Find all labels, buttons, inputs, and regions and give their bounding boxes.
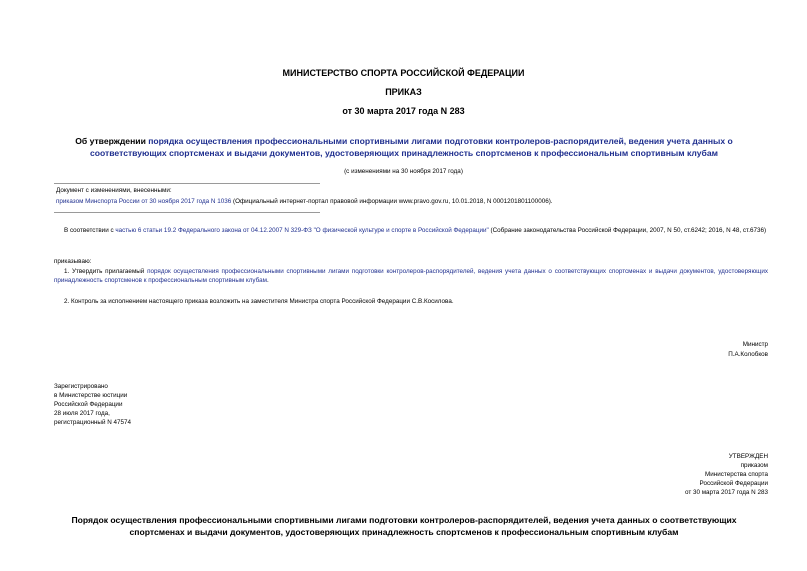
item1-procedure-link[interactable]: порядок осуществления профессиональными спортивными лигами подготовки контролеров-распорядителей, ведения учета данных о соответствующих спортсменах и выдачи документов, удостоверяющих принадлежность спортсменов к профессиональным спортивным клубам	[54, 268, 769, 284]
item1-suffix: .	[266, 277, 269, 284]
annex-title: Порядок осуществления профессиональными спортивными лигами подготовки контролеров-распорядителей, ведения учета данных о соответствующих спортсменах и выдачи документов, удостоверяющих принадлежность спортсменов к профессиональным спортивным клубам	[71, 515, 737, 537]
title-prefix: Об утверждении	[75, 136, 149, 146]
preamble-paragraph	[54, 226, 768, 235]
registration-line-3: Российской Федерации	[54, 401, 123, 408]
approval-line-2: приказом	[740, 462, 768, 469]
changes-body	[56, 197, 776, 206]
approval-line-3: Министерства спорта	[704, 471, 768, 478]
signature-name: П.А.Колобков	[728, 351, 768, 358]
changes-top-rule	[54, 183, 320, 184]
ministry-heading: МИНИСТЕРСТВО СПОРТА РОССИЙСКОЙ ФЕДЕРАЦИИ	[282, 68, 525, 78]
order-item-2: 2. Контроль за исполнением настоящего приказа возложить на заместителя Министра спорта Российской Федерации С.В.Косилова.	[64, 298, 454, 305]
registration-line-4: 28 июля 2017 года,	[54, 410, 110, 417]
registration-block	[54, 382, 254, 427]
order-item-1	[54, 267, 768, 285]
preamble-suffix: (Собрание законодательства Российской Федерации, 2007, N 50, ст.6242; 2016, N 48, ст.6736)	[488, 227, 767, 234]
amendment-note: (с изменениями на 30 ноября 2017 года)	[344, 168, 463, 175]
approval-line-4: Российской Федерации	[699, 480, 768, 487]
changes-bottom-rule	[54, 212, 320, 213]
registration-line-2: в Министерстве юстиции	[54, 392, 128, 399]
changes-heading: Документ с изменениями, внесенными:	[56, 187, 172, 194]
approval-block	[560, 452, 768, 497]
doc-date-number: от 30 марта 2017 года N 283	[342, 106, 465, 116]
registration-line-1: Зарегистрировано	[54, 383, 108, 390]
order-word: приказываю:	[54, 258, 92, 265]
changes-link[interactable]: приказом Минспорта России от 30 ноября 2017 года N 1036	[56, 198, 232, 205]
document-title	[58, 136, 750, 159]
item1-prefix: 1. Утвердить прилагаемый	[64, 268, 148, 275]
preamble-law-link[interactable]: частью 6 статьи 19.2 Федерального закона от 04.12.2007 N 329-ФЗ "О физической культуре и спорте в Российской Федерации"	[115, 227, 489, 234]
approval-line-5: от 30 марта 2017 года N 283	[684, 489, 768, 496]
approval-line-1: УТВЕРЖДЕН	[728, 453, 768, 460]
title-link[interactable]: порядка осуществления профессиональными спортивными лигами подготовки контролеров-распорядителей, ведения учета данных о соответствующих спортсменах и выдачи документов, удостоверяющих принадлежность спортсменов к профессиональным спортивным клубам	[89, 136, 733, 158]
signature-position: Министр	[742, 341, 768, 348]
doc-type-heading: ПРИКАЗ	[385, 87, 422, 97]
preamble-prefix: В соответствии с	[64, 227, 116, 234]
registration-line-5: регистрационный N 47574	[54, 419, 132, 426]
changes-suffix: (Официальный интернет-портал правовой информации www.pravo.gov.ru, 10.01.2018, N 0001201801100006).	[231, 198, 553, 205]
